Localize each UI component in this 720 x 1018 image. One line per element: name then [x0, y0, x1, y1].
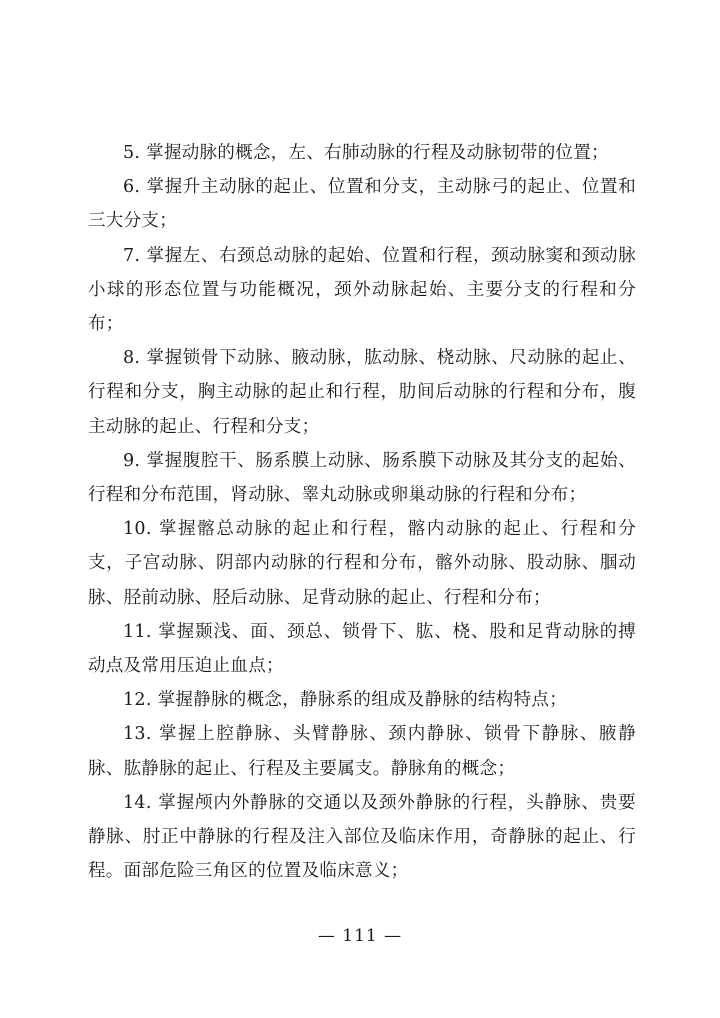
- paragraph-item-8: 8. 掌握锁骨下动脉、腋动脉，肱动脉、桡动脉、尺动脉的起止、行程和分支，胸主动脉的起止和行程，肋间后动脉的行程和分布，腹主动脉的起止、行程和分支；: [88, 348, 636, 437]
- paragraph-item-5: 5. 掌握动脉的概念，左、右肺动脉的行程及动脉韧带的位置；: [123, 143, 609, 163]
- paragraph-item-12: 12. 掌握静脉的概念，静脉系的组成及静脉的结构特点；: [123, 690, 567, 711]
- paragraph-item-10: 10. 掌握髂总动脉的起止和行程，髂内动脉的起止、行程和分支，子宫动脉、阴部内动脉的行程和分布，髂外动脉、股动脉、腘动脉、胫前动脉、胫后动脉、足背动脉的起止、行程和分布；: [88, 519, 636, 608]
- paragraph-item-13: 13. 掌握上腔静脉、头臂静脉、颈内静脉、锁骨下静脉、腋静脉、肱静脉的起止、行程及主要属支。静脉角的概念；: [88, 724, 636, 779]
- paragraph-item-9: 9. 掌握腹腔干、肠系膜上动脉、肠系膜下动脉及其分支的起始、行程和分布范围，肾动脉、睾丸动脉或卵巢动脉的行程和分布；: [88, 450, 636, 506]
- paragraph-item-7: 7. 掌握左、右颈总动脉的起始、位置和行程，颈动脉窦和颈动脉小球的形态位置与功能概况，颈外动脉起始、主要分支的行程和分布；: [88, 245, 636, 335]
- body-text: [88, 136, 636, 888]
- page-number: — 111 —: [317, 926, 403, 946]
- paragraph-item-11: 11. 掌握颞浅、面、颈总、锁骨下、肱、桡、股和足背动脉的搏动点及常用压迫止血点；: [88, 621, 636, 677]
- paragraph-item-6: 6. 掌握升主动脉的起止、位置和分支，主动脉弓的起止、位置和三大分支；: [88, 177, 636, 232]
- paragraph-item-14: 14. 掌握颅内外静脉的交通以及颈外静脉的行程，头静脉、贵要静脉、肘正中静脉的行程及注入部位及临床作用，奇静脉的起止、行程。面部危险三角区的位置及临床意义；: [88, 792, 636, 882]
